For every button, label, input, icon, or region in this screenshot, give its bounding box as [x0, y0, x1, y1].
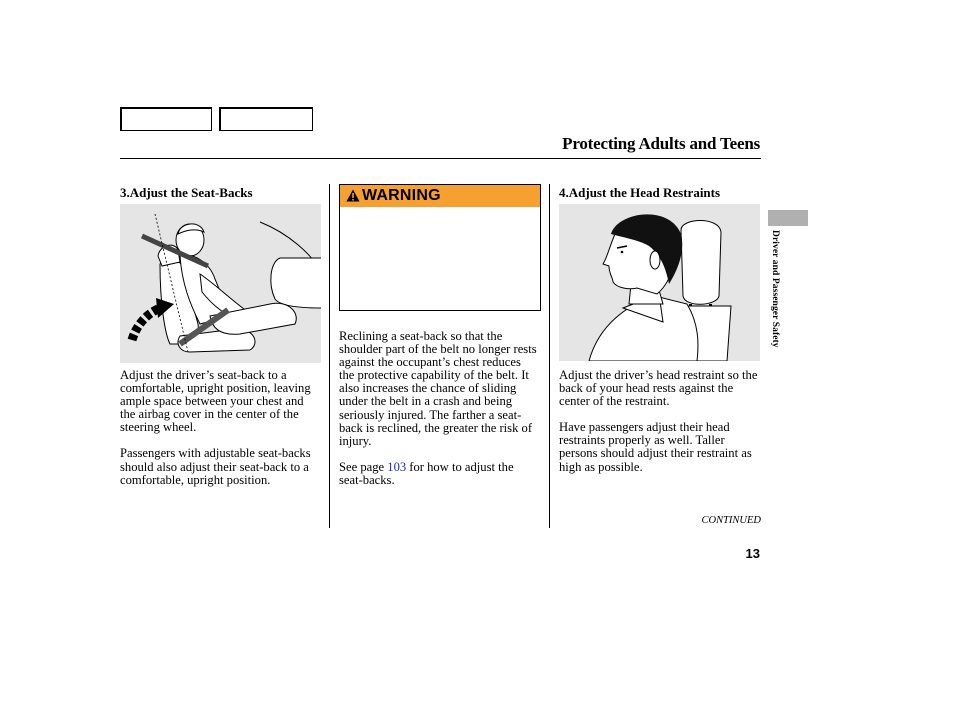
- section-tab-text: Driver and Passenger Safety: [770, 230, 780, 348]
- section-heading-seat-backs: 3.Adjust the Seat-Backs: [120, 185, 253, 200]
- column-divider: [329, 184, 330, 528]
- warning-triangle-icon: [346, 189, 360, 202]
- continued-label: CONTINUED: [701, 515, 761, 526]
- warning-header: [340, 185, 540, 207]
- paragraph: Passengers with adjustable seat-backs should also adjust their seat-back to a comfortable, upright position.: [120, 446, 311, 487]
- page-title: Protecting Adults and Teens: [562, 134, 760, 153]
- nav-button-table-of-contents[interactable]: [219, 107, 313, 131]
- column-divider: [549, 184, 550, 528]
- head-restraint-instructions: [559, 369, 759, 474]
- see-page-suffix: for how to adjust the seat-backs.: [339, 459, 514, 487]
- section-heading-head-restraints: 4.Adjust the Head Restraints: [559, 185, 721, 200]
- page-number: 13: [745, 546, 760, 561]
- paragraph: Adjust the driver’s head restraint so the back of your head rests against the center of the restraint.: [559, 368, 758, 409]
- paragraph: Have passengers adjust their head restraints properly as well. Taller persons should adjust their restraint as high as possible.: [559, 420, 752, 474]
- page-link-103[interactable]: 103: [387, 459, 407, 474]
- warning-box: [339, 184, 541, 311]
- section-tab-label: [768, 230, 782, 370]
- warning-text: [339, 330, 539, 487]
- seat-back-illustration: [120, 204, 321, 363]
- head-restraint-drawing: [559, 204, 760, 361]
- see-page-prefix: See page: [339, 459, 388, 474]
- seat-back-instructions: [120, 369, 315, 487]
- nav-button-main-menu[interactable]: [120, 107, 212, 131]
- paragraph: Reclining a seat-back so that the shoulder part of the belt no longer rests against the occupant’s chest reduces the protective capability of the belt. It also increases the chance of sliding under the belt in a crash and being seriously injured. The farther a seat-back is reclined, the greater the risk of injury.: [339, 329, 537, 448]
- warning-label: WARNING: [362, 187, 441, 204]
- see-page-reference: [339, 461, 539, 487]
- header-rule: [120, 158, 761, 159]
- section-tab: [768, 210, 808, 226]
- paragraph: Adjust the driver’s seat-back to a comfortable, upright position, leaving ample space between your chest and the airbag cover in the center of the steering wheel.: [120, 368, 311, 435]
- head-restraint-illustration: [559, 204, 760, 361]
- seat-back-drawing: [120, 204, 321, 363]
